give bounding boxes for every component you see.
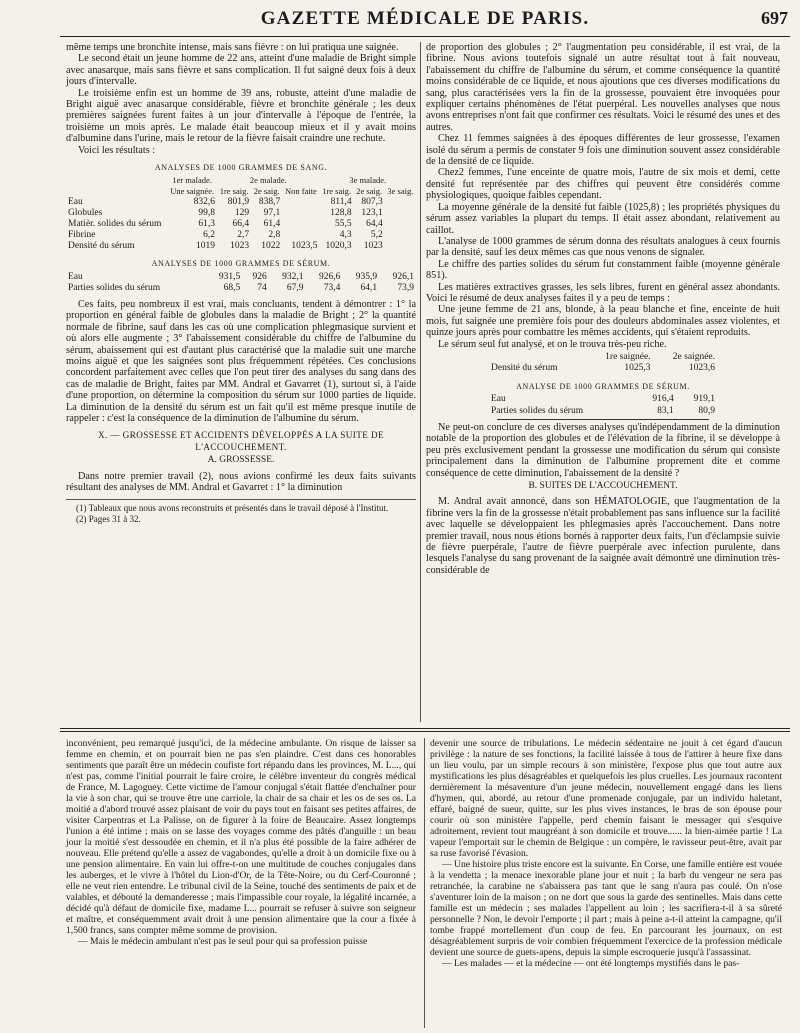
paragraph: Chez2 femmes, l'une enceinte de quatre mois, l'autre de six mois et demi, cette densité fut représentée par des chiffres qui peuvent être considérés comme physiologiques, quoique faibles cependant.	[426, 167, 780, 202]
cell: 64,4	[366, 219, 383, 230]
table-row	[66, 219, 416, 230]
serum-analysis-title: ANALYSE DE 1000 GRAMMES DE SÉRUM.	[516, 381, 690, 391]
cell	[282, 230, 319, 241]
cell: 74	[257, 282, 267, 293]
cell	[282, 197, 319, 208]
row-label: Matièr. solides du sérum	[68, 219, 162, 230]
paragraph: Dans notre premier travail (2), nous avions confirmé les deux faits suivants résultant des analyses de MM. Andral et Gavarret : 1° la diminution	[66, 470, 416, 493]
cell: 83,1	[657, 405, 674, 416]
footnote: (1) Tableaux que nous avons reconstruits et présentés dans le travail déposé à l'Institut.	[76, 503, 389, 514]
row-label: Densité du sérum	[491, 363, 558, 374]
paragraph: — Une histoire plus triste encore est la suivante. En Corse, une famille entière est vouée à la vendetta ; la menace inexorable plane jour et nuit ; la barb du vengeur ne sera pas retranchée, la carabine ne s'abaissera pas tant que le sang n'aura pas coulé. On n'ose s'aventurer loin de la maison ; on ne dort que sous la garde des sentinelles. Mais dans cette famille est un médecin ; ses malades l'appellent au loin ; les sacrifiera-t-il à sa sûreté personnelle ? Non, le devoir l'emporte ; il part ; mais à peine a-t-il atteint la campagne, qu'il tombe frappé mortellement d'un coup de feu. En parcourant les journaux, on est désagréablement surpris de voir combien fréquemment l'exercice de la profession médicale devient une source de guets-apens, depuis la simple escroquerie jusqu'à l'assassinat.	[430, 859, 782, 958]
patient-header: 2e malade.	[249, 175, 287, 186]
page-number: 697	[761, 8, 788, 28]
paragraph: Ces faits, peu nombreux il est vrai, mais concluants, tendent à démontrer : 1° la proportion en général faible de globules dans la maladie de Bright ; 2° la quantité normale de fibrine, sauf dans les cas où une complication phlegmasique survient et où alors elle augmente ; 3° l'abaissement considérable du chiffre de l'albumine du sérum, abaissement qui est d'autant plus caractérisé que la maladie suit une marche moins aiguë et que les saignées sont plus fréquemment répétées. Ces conclusions concordent parfaitement avec celles que l'on peut tirer des analyses du sang dans des cas de maladie de Bright, faites par MM. Andral et Gavarret (1), surtout si, à l'aide d'une proportion, on détermine la composition du sérum sur 1000 parties de liquide. La diminution de la densité du sérum est un fait qu'il est même presque inutile de rappeler : c'est la conséquence de la diminution de l'albumine du sérum.	[66, 298, 416, 424]
cell: 4,3	[339, 230, 352, 241]
cell: 97,1	[263, 208, 281, 219]
subsection-heading: B. SUITES DE L'ACCOUCHEMENT.	[528, 481, 678, 492]
serum-analysis-table	[66, 272, 416, 294]
cell: 123,1	[361, 208, 383, 219]
subsection-heading: A. GROSSESSE.	[207, 455, 275, 466]
row-label: Parties solides du sérum	[68, 282, 161, 293]
row-label: Eau	[491, 394, 506, 405]
column-divider	[420, 42, 421, 722]
row-label: Parties solides du sérum	[491, 405, 584, 416]
paragraph: La moyenne générale de la densité fut faible (1025,8) ; les propriétés physiques du sérum assez variables la plupart du temps. Il était assez abondant, relativement au caillot.	[426, 201, 780, 236]
paragraph: inconvénient, peu remarqué jusqu'ici, de la médecine ambulante. On risque de laisser sa femme en chemin, et on pourrait bien ne pas s'en plaindre. C'est dans ces honorables sentiments que paraît être un médecin coufiste fort répandu dans les provinces, M. L..., qui n'est pas, comme l'initial pourrait le faire croire, le célèbre inventeur du congrès médical de France, M. Lagoguey. Cette victime de l'amour conjugal s'était flattée d'enchaîner pour la vie à son char, qui se trouve être une carriole, la chair de sa chair et les os de ses os. La moitié a d'abord trouvé assez plaisant de voir du pays tout en faisant ses petites affaires, de visiter Carpentras et La Palisse, on de figurer à la foire de Beaucaire. Assez longtemps l'union a été intime ; mais on se lasse des voyages comme des pâtés d'anguille : un beau jour la moitié s'est dessoudée en chemin, et il n'a plus été possible de la faire adhérer de nouveau. Elle prétend qu'elle a assez de vagabondes, qu'elle a droit à un domicile fixe ou à une pension alimentaire. En vain lui offre-t-on une multitude de couches conjugales dans les auberges, et le vivre à l'hôtel du Lion-d'Or, de la Tête-Noire, ou du Cerf-Couronné ; elle ne veut rien entendre. Le tribunal civil de la Seine, touché des sentiments de paix et de valables, et débouté la demanderesse ; mais l'impassible cour royale, la légalité incarnée, a décidé qu'à défaut de domicile fixe, madame L... pourrait se refuser à suivre son seigneur et maître, et conséquemment avait droit à une pension alimentaire que la cour a fixée à 1,500 francs, sans compter même somme de provision.	[66, 738, 416, 936]
row-label: Globules	[68, 208, 103, 219]
table-row	[488, 394, 718, 405]
feuilleton-rule	[60, 728, 790, 729]
paragraph: Le troisième enfin est un homme de 39 ans, robuste, atteint d'une maladie de Bright aiguë avec anasarque considérable, fièvre et bronchite générale ; les deux premières saignées furent faites à un jour d'intervalle à l'époque de l'entrée, la troisième un mois après. Le malade était beaucoup mieux et il y avait moins d'albumine dans l'urine, mais le retour de la fièvre faisait craindre une rechute.	[66, 87, 416, 145]
cell: 66,4	[232, 219, 250, 230]
patient-header: 3e malade.	[349, 175, 387, 186]
feuilleton-rule	[60, 731, 790, 732]
patient-header: 1er malade.	[172, 175, 212, 186]
serum-analysis-table-2	[488, 394, 718, 417]
cell: 926	[252, 271, 267, 282]
cell: 1023	[363, 241, 383, 252]
cell: 916,4	[652, 394, 674, 405]
masthead	[60, 6, 790, 37]
cell: 838,7	[258, 197, 281, 208]
cell: 931,5	[218, 271, 241, 282]
blood-analysis-table	[66, 175, 416, 252]
table-row	[66, 230, 416, 241]
paragraph: Ne peut-on conclure de ces diverses analyses qu'indépendamment de la diminution notable de la proportion des globules et de l'élévation de la fibrine, il se développe à peu près exclusivement pendant la grossesse une modification du sérum qui consiste principalement dans la diminution de l'albumine proprement dite et comme conséquence de cette diminution, l'abaissement de la densité ?	[426, 422, 780, 479]
table-row	[488, 363, 718, 374]
cell: 926,1	[392, 271, 414, 282]
cell: 99,8	[198, 208, 216, 219]
row-label: Eau	[68, 271, 83, 282]
cell	[282, 208, 319, 219]
table-row	[488, 406, 718, 417]
divider	[497, 419, 709, 420]
row-label: Eau	[68, 197, 83, 208]
paragraph: Le chiffre des parties solides du sérum fut constamment faible (moyenne générale 851).	[426, 258, 780, 282]
paragraph: Le sérum seul fut analysé, et on le trouva très-peu riche.	[438, 338, 667, 350]
cell	[282, 219, 319, 230]
paragraph: Chez 11 femmes saignées à des époques différentes de leur grossesse, l'examen isolé du sérum a permis de constater 9 fois une diminution souvent assez considérable de la densité de ce liquide.	[426, 133, 780, 168]
paragraph: Voici les résultats :	[78, 144, 156, 156]
cell: 61,3	[198, 219, 216, 230]
cell: 5,2	[370, 230, 383, 241]
cell: 1023,6	[688, 363, 715, 374]
column-header: 2e saig.	[356, 186, 383, 197]
column-header: 3e saig.	[387, 186, 414, 197]
feuilleton-right-column	[430, 738, 782, 969]
paragraph: de proportion des globules ; 2° l'augmentation peu considérable, il est vrai, de la fibrine. Nous avions toutefois signalé un autre résultat tout à fait nouveau, l'abaissement du chiffre de l'albumine du sérum, et comme conséquence la quantité moins considérable de ce liquide, et nous ajoutions que ces diverses modifications du sang, plus caractérisées vers la fin de la grossesse, pouvaient être invoquées pour expliquer certains phénomènes de l'état puerpéral. Les nouvelles analyses que nous avons entreprises n'ont fait que confirmer ces résultats. Voici le résumé des unes et des autres.	[426, 42, 780, 133]
section-heading: X. — GROSSESSE ET ACCIDENTS DÉVELOPPÉS A LA SUITE DE L'ACCOUCHEMENT.	[97, 430, 385, 452]
feuilleton-left-column	[66, 738, 416, 947]
cell: 67,9	[286, 282, 304, 293]
table-row	[66, 208, 416, 219]
table-row	[66, 283, 416, 294]
cell: 2,7	[237, 230, 250, 241]
density-table	[488, 352, 718, 375]
cell: 6,2	[203, 230, 216, 241]
cell: 811,4	[330, 197, 352, 208]
paragraph: Les matières extractives grasses, les sels libres, furent en général assez abondants. Voici le résumé de deux analyses faites il y a peu de temps :	[426, 281, 780, 304]
cell: 73,4	[323, 282, 341, 293]
column-header: 2e saignée.	[672, 351, 715, 362]
cell: 1023	[230, 241, 250, 252]
table-header	[488, 352, 718, 363]
cell: 1025,3	[624, 363, 651, 374]
footnotes	[66, 499, 416, 523]
journal-title: GAZETTE MÉDICALE DE PARIS.	[260, 8, 590, 29]
table-row	[66, 241, 416, 252]
cell: 68,5	[223, 282, 241, 293]
feuilleton-column-divider	[424, 738, 425, 1028]
column-header: 1re saignée.	[605, 351, 651, 362]
cell: 926,6	[318, 271, 341, 282]
cell: 128,8	[330, 208, 352, 219]
cell: 1023,5	[291, 241, 318, 252]
cell: 1020,3	[325, 241, 352, 252]
cell: 129	[234, 208, 250, 219]
cell: 801,9	[227, 197, 250, 208]
row-label: Densité du sérum	[68, 241, 135, 252]
cell: 832,6	[193, 197, 216, 208]
column-header: 1re saig.	[219, 186, 249, 197]
column-header: Une saignée.	[170, 186, 215, 197]
cell: 2,8	[268, 230, 281, 241]
table-header-patients	[66, 175, 416, 186]
paragraph: devenir une source de tribulations. Le médecin sédentaire ne jouit à cet égard d'aucun privilège : la nature de ses fonctions, la facilité laissée à tous de l'attirer à heure fixe dans un lieu voulu, par un simple recours à son ministère, l'expose plus que tout autre aux mystifications les plus désagréables et quelquefois les plus cruelles. Les journaux racontent dernièrement la mésaventure d'un jeune médecin, nouvellement engagé dans les liens d'hymen, qui, abordé, au retour d'une promenade conjugale, par un individu haletant, effaré, baigné de sueur, quitte, sur les plus vives instances, le bras de son épouse pour courir où son ministère l'appelle, perd chemin faisant le messager qui s'esquive adroitement, revient tout maugréant à son domicile et trouve...... la bien-aimée partie ! La vapeur l'emportait sur le chemin de Belgique : un compère, le ravisseur peut-être, avait par sa ruse favorisé l'évasion.	[430, 738, 782, 859]
right-column	[426, 42, 780, 576]
row-label: Fibrine	[68, 230, 96, 241]
paragraph: Le second était un jeune homme de 22 ans, atteint d'une maladie de Bright simple avec anasarque, mais sans fièvre et sans complication. Il fut saigné deux fois à deux jours d'intervalle.	[66, 53, 416, 88]
table-row	[66, 197, 416, 208]
paragraph: Une jeune femme de 21 ans, blonde, à la peau blanche et fine, enceinte de huit mois, fut saignée une première fois pour des douleurs abdominales assez violentes, et quinze jours après pour combattre les mêmes accidents, qui s'étaient reproduits.	[426, 304, 780, 339]
cell: 80,9	[698, 405, 715, 416]
blood-table-title: ANALYSES DE 1000 GRAMMES DE SANG.	[154, 163, 328, 173]
cell: 932,1	[282, 271, 304, 282]
cell: 64,1	[360, 282, 378, 293]
cell: 919,1	[693, 394, 715, 405]
table-row	[66, 272, 416, 283]
paragraph: — Les malades — et la médecine — ont été longtemps mystifiés dans le pas-	[442, 958, 740, 969]
cell: 807,3	[361, 197, 383, 208]
column-header: 1re saig.	[322, 186, 351, 197]
cell: 73,9	[397, 282, 414, 293]
serum-table-title: ANALYSES DE 1000 GRAMMES DE SÉRUM.	[151, 259, 331, 269]
column-header: 2e saig.	[253, 186, 280, 197]
left-column	[66, 42, 416, 524]
cell: 55,5	[335, 219, 352, 230]
cell: 61,4	[263, 219, 281, 230]
cell: 935,9	[355, 271, 378, 282]
cell: 1019	[196, 241, 216, 252]
paragraph: L'analyse de 1000 grammes de sérum donna des résultats analogues à ceux fournis par la densité, sauf les deux mêmes cas que nous venons de signaler.	[426, 235, 780, 259]
paragraph: M. Andral avait annoncé, dans son HÉMATOLOGIE, que l'augmentation de la fibrine vers la fin de la grossesse n'était probablement pas sans influence sur la facilité avec laquelle se développaient les phlegmasies après l'accouchement. Dans notre premier travail, nous nous étions bornés à rapporter deux faits, l'un d'éclampsie suivie de fièvre puerpérale, l'autre de fièvre puerpérale avec infection purulente, dans lesquels l'analyse du sang provenant de la saignée avait démontré une diminution très-considérable de	[426, 496, 780, 576]
column-header: Non faite	[284, 186, 317, 197]
paragraph: — Mais le médecin ambulant n'est pas le seul pour qui sa profession puisse	[78, 936, 368, 947]
paragraph: même temps une bronchite intense, mais sans fièvre : on lui pratiqua une saignée.	[66, 42, 399, 53]
cell: 1022	[261, 241, 281, 252]
footnote: (2) Pages 31 à 32.	[76, 513, 141, 524]
table-header-bleedings	[66, 186, 416, 197]
